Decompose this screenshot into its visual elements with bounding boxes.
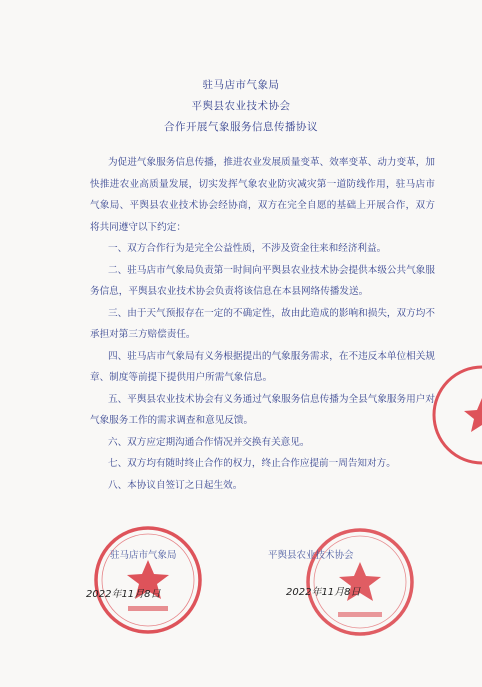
right-signature-date: 2022年11月8日 (286, 587, 361, 598)
left-signature-org: 驻马店市气象局 (110, 550, 177, 561)
clause-4: 四、驻马店市气象局有义务根据提出的气象服务需求，在不违反本单位相关规章、制度等前提下提供用户所需气象信息。 (90, 350, 435, 383)
header-line-1: 驻马店市气象局 (202, 79, 280, 91)
clause-7: 七、双方均有随时终止合作的权力，终止合作应提前一周告知对方。 (108, 458, 396, 469)
clause-6: 六、双方应定期沟通合作情况并交换有关意见。 (108, 436, 310, 448)
agreement-body (90, 152, 435, 496)
left-signature-date: 2022年11月8日 (86, 589, 161, 600)
clause-2: 二、驻马店市气象局负责第一时间向平舆县农业技术协会提供本级公共气象服务信息，平舆县农业技术协会负责将该信息在本县网络传播发送。 (90, 264, 435, 297)
clause-5: 五、平舆县农业技术协会有义务通过气象服务信息传播为全县气象服务用户对气象服务工作的需求调查和意见反馈。 (90, 393, 435, 426)
header-line-2: 平舆县农业技术协会 (191, 100, 291, 112)
right-signature-org: 平舆县农业技术协会 (268, 550, 354, 561)
clause-1: 一、双方合作行为是完全公益性质，不涉及资金往来和经济利益。 (108, 243, 387, 254)
clause-8: 八、本协议自签订之日起生效。 (108, 479, 243, 491)
left-seal-stamp (90, 522, 206, 638)
clause-3: 三、由于天气预报存在一定的不确定性，故由此造成的影响和损失，双方均不承担对第三方赔偿责任。 (90, 307, 435, 340)
document-title: 合作开展气象服务信息传播协议 (164, 121, 318, 133)
right-seal-stamp (302, 524, 418, 640)
intro-paragraph: 为促进气象服务信息传播，推进农业发展质量变革、效率变革、动力变革，加快推进农业高质量发展，切实发挥气象农业防灾减灾第一道防线作用，驻马店市气象局、平舆县农业技术协会经协商，双方在完全自愿的基础上开展合作，双方将共同遵守以下约定： (90, 157, 435, 233)
edge-seal-stamp (428, 360, 482, 470)
